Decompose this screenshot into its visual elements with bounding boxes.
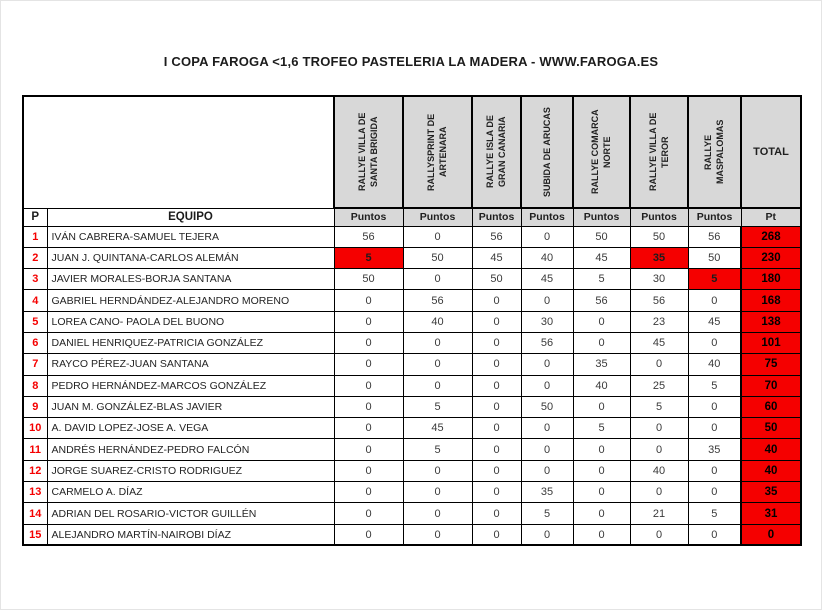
table-row [23, 439, 801, 460]
points-cell: 0 [573, 460, 630, 481]
points-header-0: Puntos [334, 208, 403, 226]
event-header-5 [630, 96, 688, 208]
points-cell: 0 [403, 332, 472, 353]
points-cell: 5 [573, 418, 630, 439]
points-cell: 50 [403, 247, 472, 268]
points-cell: 5 [688, 269, 741, 290]
points-cell: 0 [630, 354, 688, 375]
points-cell: 5 [403, 396, 472, 417]
rank-cell: 10 [23, 418, 47, 439]
points-cell: 56 [472, 226, 521, 247]
points-cell: 0 [688, 332, 741, 353]
points-cell: 0 [472, 482, 521, 503]
total-abbr-header: Pt [741, 208, 801, 226]
points-cell: 0 [521, 354, 573, 375]
total-cell: 0 [741, 524, 801, 545]
points-cell: 0 [630, 524, 688, 545]
event-header-label: RALLYSPRINT DE ARTENARA [426, 113, 449, 191]
points-cell: 0 [403, 269, 472, 290]
events-header-row [23, 96, 801, 208]
total-cell: 50 [741, 418, 801, 439]
points-cell: 0 [521, 226, 573, 247]
rank-cell: 8 [23, 375, 47, 396]
points-cell: 0 [403, 226, 472, 247]
points-cell: 0 [334, 482, 403, 503]
event-header-1 [403, 96, 472, 208]
page-title: I COPA FAROGA <1,6 TROFEO PASTELERIA LA MADERA - WWW.FAROGA.ES [163, 54, 659, 69]
table-row [23, 524, 801, 545]
total-cell: 35 [741, 482, 801, 503]
points-cell: 0 [472, 418, 521, 439]
total-cell: 40 [741, 439, 801, 460]
points-cell: 0 [403, 482, 472, 503]
points-header-6: Puntos [688, 208, 741, 226]
team-name: ADRIAN DEL ROSARIO-VICTOR GUILLÉN [47, 503, 334, 524]
points-header-2: Puntos [472, 208, 521, 226]
total-cell: 40 [741, 460, 801, 481]
points-cell: 50 [630, 226, 688, 247]
team-name: JORGE SUAREZ-CRISTO RODRIGUEZ [47, 460, 334, 481]
team-name: DANIEL HENRIQUEZ-PATRICIA GONZÁLEZ [47, 332, 334, 353]
points-cell: 45 [403, 418, 472, 439]
points-cell: 0 [573, 311, 630, 332]
points-cell: 0 [521, 439, 573, 460]
points-cell: 40 [521, 247, 573, 268]
points-cell: 0 [573, 482, 630, 503]
points-cell: 35 [521, 482, 573, 503]
total-cell: 70 [741, 375, 801, 396]
points-cell: 0 [472, 375, 521, 396]
total-cell: 101 [741, 332, 801, 353]
rank-cell: 14 [23, 503, 47, 524]
points-cell: 0 [472, 290, 521, 311]
rank-cell: 3 [23, 269, 47, 290]
standings-body [23, 226, 801, 545]
table-row [23, 354, 801, 375]
points-cell: 0 [334, 418, 403, 439]
table-row [23, 311, 801, 332]
points-cell: 0 [472, 460, 521, 481]
points-cell: 45 [573, 247, 630, 268]
points-cell: 35 [688, 439, 741, 460]
points-cell: 0 [573, 439, 630, 460]
points-cell: 23 [630, 311, 688, 332]
points-cell: 0 [334, 375, 403, 396]
points-cell: 35 [630, 247, 688, 268]
table-row [23, 482, 801, 503]
rank-cell: 9 [23, 396, 47, 417]
team-name: JUAN J. QUINTANA-CARLOS ALEMÁN [47, 247, 334, 268]
team-name: GABRIEL HERNDÁNDEZ-ALEJANDRO MORENO [47, 290, 334, 311]
points-cell: 0 [688, 418, 741, 439]
points-cell: 50 [688, 247, 741, 268]
table-row [23, 460, 801, 481]
points-cell: 56 [630, 290, 688, 311]
points-header-1: Puntos [403, 208, 472, 226]
points-cell: 0 [334, 290, 403, 311]
points-cell: 30 [630, 269, 688, 290]
points-cell: 5 [573, 269, 630, 290]
points-cell: 0 [521, 460, 573, 481]
points-cell: 0 [403, 354, 472, 375]
points-cell: 50 [521, 396, 573, 417]
points-cell: 21 [630, 503, 688, 524]
event-header-2 [472, 96, 521, 208]
points-cell: 40 [573, 375, 630, 396]
points-cell: 0 [688, 460, 741, 481]
rank-cell: 2 [23, 247, 47, 268]
logo-space [23, 96, 334, 208]
team-name: LOREA CANO- PAOLA DEL BUONO [47, 311, 334, 332]
event-header-3 [521, 96, 573, 208]
points-cell: 56 [688, 226, 741, 247]
team-name: A. DAVID LOPEZ-JOSE A. VEGA [47, 418, 334, 439]
points-cell: 0 [688, 290, 741, 311]
points-cell: 56 [573, 290, 630, 311]
event-header-label: RALLYE MASPALOMAS [703, 119, 726, 185]
points-cell: 0 [472, 332, 521, 353]
team-name: ALEJANDRO MARTÍN-NAIROBI DÍAZ [47, 524, 334, 545]
total-cell: 268 [741, 226, 801, 247]
total-cell: 31 [741, 503, 801, 524]
points-cell: 0 [403, 460, 472, 481]
team-name: IVÁN CABRERA-SAMUEL TEJERA [47, 226, 334, 247]
event-header-0 [334, 96, 403, 208]
points-cell: 0 [630, 418, 688, 439]
table-row [23, 269, 801, 290]
team-name: ANDRÉS HERNÁNDEZ-PEDRO FALCÓN [47, 439, 334, 460]
points-cell: 0 [521, 375, 573, 396]
points-cell: 0 [403, 524, 472, 545]
points-cell: 0 [334, 524, 403, 545]
points-cell: 30 [521, 311, 573, 332]
points-cell: 0 [334, 460, 403, 481]
points-cell: 0 [573, 396, 630, 417]
points-cell: 40 [688, 354, 741, 375]
table-row [23, 503, 801, 524]
points-cell: 0 [334, 439, 403, 460]
points-cell: 5 [521, 503, 573, 524]
points-header-3: Puntos [521, 208, 573, 226]
rank-cell: 5 [23, 311, 47, 332]
event-header-6 [688, 96, 741, 208]
event-header-4 [573, 96, 630, 208]
points-cell: 0 [472, 354, 521, 375]
points-cell: 0 [472, 311, 521, 332]
points-cell: 0 [521, 418, 573, 439]
points-cell: 35 [573, 354, 630, 375]
points-cell: 56 [521, 332, 573, 353]
team-name: JUAN M. GONZÁLEZ-BLAS JAVIER [47, 396, 334, 417]
event-header-label: RALLYE VILLA DE TEROR [647, 112, 670, 192]
event-header-label: RALLYE VILLA DE SANTA BRIGIDA [357, 112, 380, 192]
points-cell: 50 [573, 226, 630, 247]
points-cell: 5 [688, 375, 741, 396]
points-cell: 45 [630, 332, 688, 353]
table-row [23, 396, 801, 417]
points-cell: 0 [403, 375, 472, 396]
points-cell: 0 [688, 396, 741, 417]
rank-cell: 6 [23, 332, 47, 353]
points-cell: 0 [630, 482, 688, 503]
event-header-label: SUBIDA DE ARUCAS [541, 107, 552, 197]
points-cell: 50 [472, 269, 521, 290]
points-cell: 50 [334, 269, 403, 290]
points-cell: 45 [521, 269, 573, 290]
points-cell: 5 [688, 503, 741, 524]
points-cell: 5 [334, 247, 403, 268]
table-row [23, 418, 801, 439]
total-cell: 60 [741, 396, 801, 417]
points-cell: 40 [630, 460, 688, 481]
table-row [23, 247, 801, 268]
event-header-label: RALLYE ISLA DE GRAN CANARIA [485, 115, 508, 189]
rank-cell: 12 [23, 460, 47, 481]
points-cell: 0 [688, 524, 741, 545]
points-cell: 0 [472, 396, 521, 417]
points-cell: 0 [472, 524, 521, 545]
points-cell: 25 [630, 375, 688, 396]
rank-cell: 4 [23, 290, 47, 311]
table-row [23, 375, 801, 396]
points-cell: 0 [334, 396, 403, 417]
points-cell: 0 [573, 503, 630, 524]
total-cell: 75 [741, 354, 801, 375]
rank-cell: 1 [23, 226, 47, 247]
total-header: TOTAL [741, 96, 801, 208]
points-cell: 45 [472, 247, 521, 268]
points-cell: 0 [403, 503, 472, 524]
points-cell: 0 [521, 524, 573, 545]
points-cell: 0 [573, 332, 630, 353]
event-header-label: RALLYE COMARCA NORTE [590, 109, 613, 195]
table-row [23, 226, 801, 247]
points-cell: 5 [630, 396, 688, 417]
team-name: CARMELO A. DÍAZ [47, 482, 334, 503]
points-cell: 0 [334, 311, 403, 332]
points-cell: 0 [630, 439, 688, 460]
points-cell: 0 [521, 290, 573, 311]
points-cell: 0 [334, 332, 403, 353]
points-cell: 0 [334, 503, 403, 524]
total-cell: 180 [741, 269, 801, 290]
rank-cell: 11 [23, 439, 47, 460]
total-cell: 168 [741, 290, 801, 311]
points-header-row [23, 208, 801, 226]
points-cell: 0 [688, 482, 741, 503]
points-header-5: Puntos [630, 208, 688, 226]
standings-table [22, 95, 802, 546]
points-cell: 45 [688, 311, 741, 332]
rank-cell: 7 [23, 354, 47, 375]
rank-cell: 13 [23, 482, 47, 503]
points-header-4: Puntos [573, 208, 630, 226]
team-name: JAVIER MORALES-BORJA SANTANA [47, 269, 334, 290]
team-name: RAYCO PÉREZ-JUAN SANTANA [47, 354, 334, 375]
team-name: PEDRO HERNÁNDEZ-MARCOS GONZÁLEZ [47, 375, 334, 396]
points-cell: 5 [403, 439, 472, 460]
points-cell: 0 [573, 524, 630, 545]
points-cell: 0 [472, 503, 521, 524]
table-row [23, 290, 801, 311]
total-cell: 138 [741, 311, 801, 332]
total-cell: 230 [741, 247, 801, 268]
points-cell: 56 [403, 290, 472, 311]
points-cell: 40 [403, 311, 472, 332]
team-column-header: EQUIPO [47, 208, 334, 226]
position-column-header: P [23, 208, 47, 226]
points-cell: 0 [472, 439, 521, 460]
points-cell: 56 [334, 226, 403, 247]
rank-cell: 15 [23, 524, 47, 545]
points-cell: 0 [334, 354, 403, 375]
table-row [23, 332, 801, 353]
